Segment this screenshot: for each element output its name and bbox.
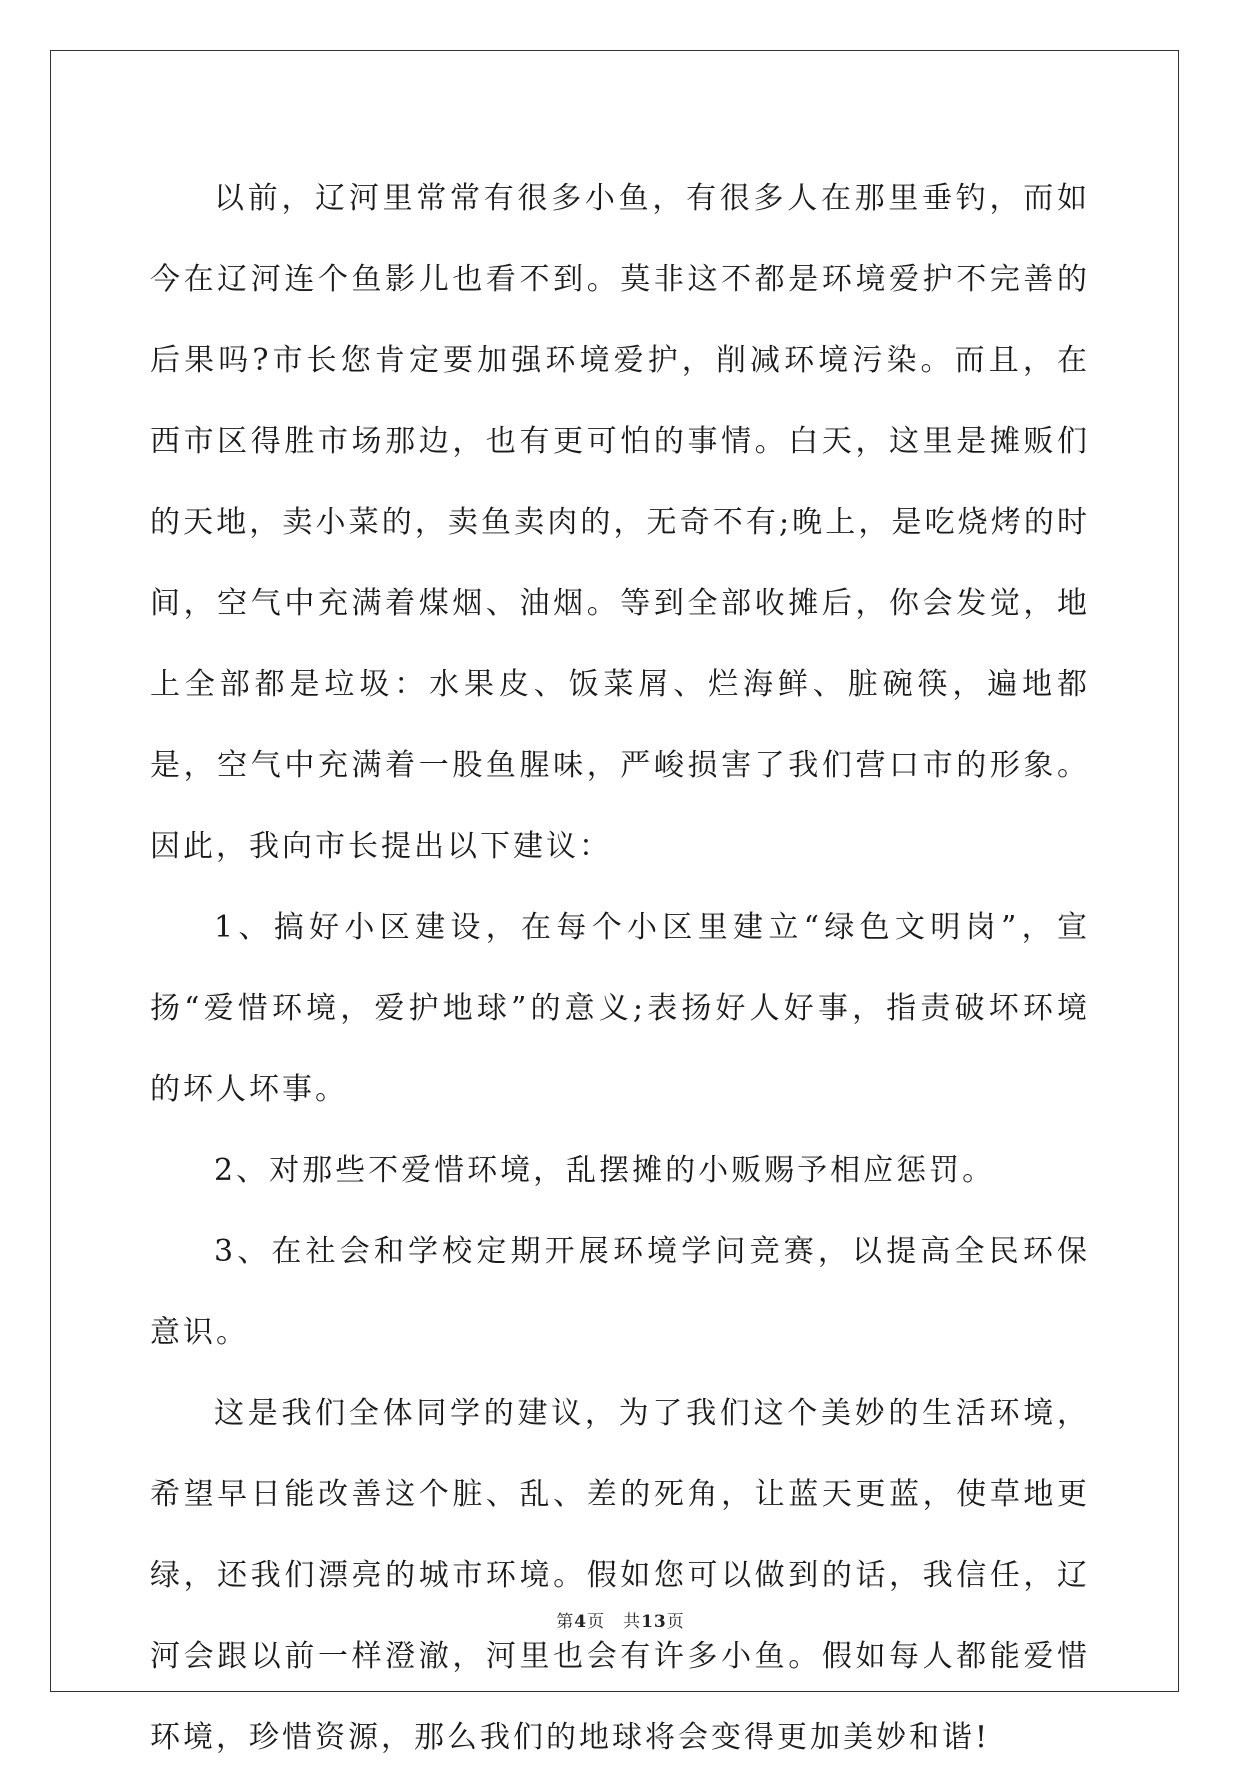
page-number: 4	[574, 1612, 588, 1632]
total-pages: 13	[641, 1612, 667, 1632]
page-prefix: 第	[556, 1612, 575, 1632]
total-prefix: 共	[623, 1612, 642, 1632]
paragraph-1: 以前，辽河里常常有很多小鱼，有很多人在那里垂钓，而如今在辽河连个鱼影儿也看不到。莫非这不都是环境爱护不完善的后果吗?市长您肯定要加强环境爱护，削减环境污染。而且，在西市区得胜市场那边，也有更可怕的事情。白天，这里是摊贩们的天地，卖小菜的，卖鱼卖肉的，无奇不有;晚上，是吃烧烤的时间，空气中充满着煤烟、油烟。等到全部收摊后，你会发觉，地上全部都是垃圾：水果皮、饭菜屑、烂海鲜、脏碗筷，遍地都是，空气中充满着一股鱼腥味，严峻损害了我们营口市的形象。因此，我向市长提出以下建议：	[150, 181, 1090, 864]
paragraph-3: 2、对那些不爱惜环境，乱摆摊的小贩赐予相应惩罚。	[214, 1153, 996, 1188]
page-suffix: 页	[587, 1612, 606, 1632]
paragraph-5: 这是我们全体同学的建议，为了我们这个美妙的生活环境，希望早日能改善这个脏、乱、差的死角，让蓝天更蓝，使草地更绿，还我们漂亮的城市环境。假如您可以做到的话，我信任，辽河会跟以前一样澄澈，河里也会有许多小鱼。假如每人都能爱惜环境，珍惜资源，那么我们的地球将会变得更加美妙和谐!	[150, 1396, 1090, 1755]
paragraph-2: 1、搞好小区建设，在每个小区里建立“绿色文明岗”，宣扬“爱惜环境，爱护地球”的意义;表扬好人好事，指责破坏环境的坏人坏事。	[150, 910, 1090, 1107]
page-footer	[0, 1607, 1241, 1632]
document-body	[150, 158, 1090, 1778]
total-suffix: 页	[666, 1612, 685, 1632]
paragraph-4: 3、在社会和学校定期开展环境学问竞赛，以提高全民环保意识。	[150, 1234, 1090, 1350]
